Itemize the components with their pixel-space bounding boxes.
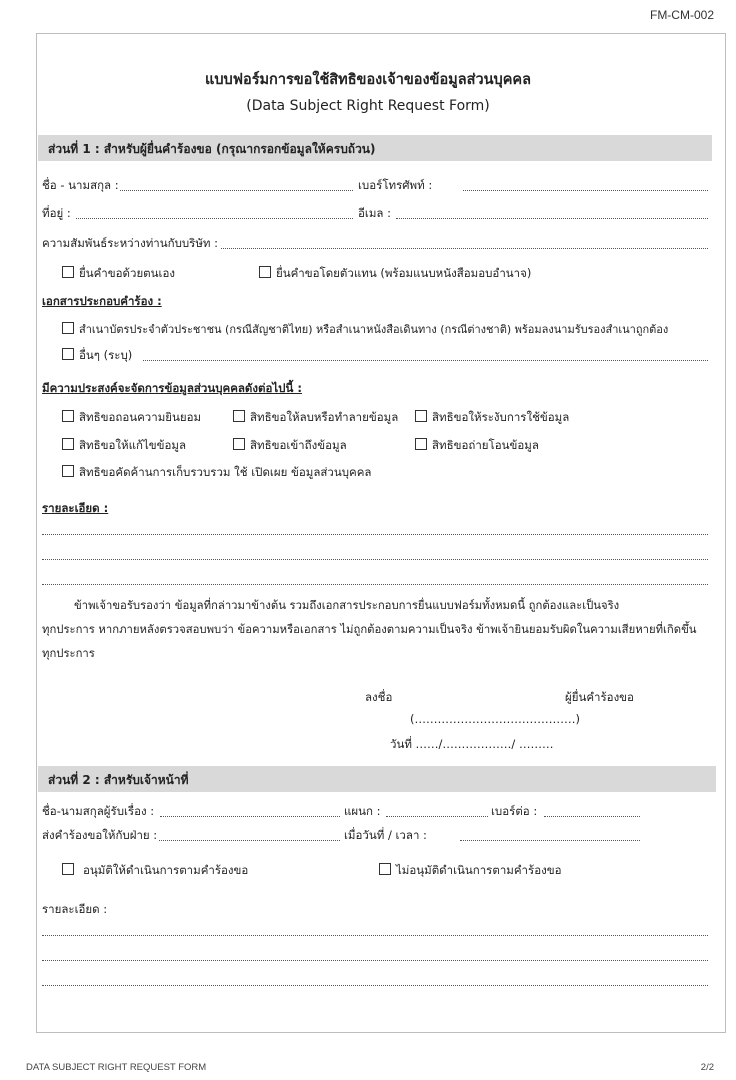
option-self-label: ยื่นคำขอด้วยตนเอง	[79, 266, 175, 280]
doc-other-field[interactable]	[143, 360, 708, 361]
checkbox-self[interactable]	[62, 266, 74, 278]
section1-header	[38, 135, 712, 161]
doc-other-label: อื่นๆ (ระบุ)	[79, 348, 133, 362]
staff-details-label: รายละเอียด :	[42, 902, 108, 916]
checkbox-doc-other[interactable]	[62, 348, 74, 360]
right-restrict[interactable]	[415, 409, 569, 427]
dept-label: แผนก :	[344, 804, 381, 818]
details-line-3[interactable]	[42, 584, 708, 585]
approve-label: อนุมัติให้ดำเนินการตามคำร้องขอ	[83, 863, 249, 877]
relation-label: ความสัมพันธ์ระหว่างท่านกับบริษัท :	[42, 236, 219, 250]
right-transfer[interactable]	[415, 437, 539, 455]
purpose-heading: มีความประสงค์จะจัดการข้อมูลส่วนบุคคลดังต่อไปนี้ :	[42, 381, 302, 395]
sign-label: ลงชื่อ	[365, 690, 393, 704]
checkbox-object[interactable]	[62, 465, 74, 477]
details-line-2[interactable]	[42, 559, 708, 560]
doc-other-option[interactable]	[62, 347, 132, 365]
right-correct[interactable]	[62, 437, 186, 455]
section1-title: ส่วนที่ 1 : สำหรับผู้ยื่นคำร้องขอ (กรุณากรอกข้อมูลให้ครบถ้วน)	[48, 142, 376, 156]
checkbox-reject[interactable]	[379, 863, 391, 875]
checkbox-transfer[interactable]	[415, 438, 427, 450]
checkbox-delete[interactable]	[233, 410, 245, 422]
details-heading: รายละเอียด :	[42, 501, 109, 515]
right-restrict-label: สิทธิขอให้ระงับการใช้ข้อมูล	[432, 410, 570, 424]
right-object-label: สิทธิขอคัดค้านการเก็บรวบรวม ใช้ เปิดเผย ข้อมูลส่วนบุคคล	[79, 465, 372, 479]
approve-option[interactable]	[62, 862, 248, 880]
relation-field[interactable]	[221, 248, 708, 249]
right-access-label: สิทธิขอเข้าถึงข้อมูล	[250, 438, 347, 452]
doc-id-option[interactable]	[62, 320, 668, 338]
staff-details-line-2[interactable]	[42, 960, 708, 961]
reject-option[interactable]	[379, 862, 561, 880]
ext-field[interactable]	[544, 816, 640, 817]
declaration-line-2: ทุกประการ หากภายหลังตรวจสอบพบว่า ข้อความหรือเอกสาร ไม่ถูกต้องตามความเป็นจริง ข้าพเจ้ายินยอมรับผิดในความเสียหายที่เกิดขึ้น	[42, 623, 697, 636]
receiver-field[interactable]	[160, 816, 340, 817]
right-delete-label: สิทธิขอให้ลบหรือทำลายข้อมูล	[250, 410, 399, 424]
dept-field[interactable]	[386, 816, 488, 817]
footer-form-name: DATA SUBJECT RIGHT REQUEST FORM	[26, 1062, 207, 1073]
ext-label: เบอร์ต่อ :	[491, 804, 538, 818]
checkbox-correct[interactable]	[62, 438, 74, 450]
option-self[interactable]	[62, 265, 175, 283]
address-field[interactable]	[76, 218, 353, 219]
right-access[interactable]	[233, 437, 347, 455]
form-subtitle: (Data Subject Right Request Form)	[246, 98, 490, 114]
name-field[interactable]	[120, 190, 353, 191]
details-line-1[interactable]	[42, 534, 708, 535]
document-code: FM-CM-002	[649, 8, 714, 22]
doc-id-label: สำเนาบัตรประจำตัวประชาชน (กรณีสัญชาติไทย) หรือสำเนาหนังสือเดินทาง (กรณีต่างชาติ) พร้อมลงนามรับรองสำเนาถูกต้อง	[79, 323, 669, 336]
right-transfer-label: สิทธิขอถ่ายโอนข้อมูล	[432, 438, 539, 452]
section2-title: ส่วนที่ 2 : สำหรับเจ้าหน้าที่	[48, 773, 189, 787]
right-withdraw[interactable]	[62, 409, 201, 427]
declaration-line-1: ข้าพเจ้าขอรับรองว่า ข้อมูลที่กล่าวมาข้างต้น รวมถึงเอกสารประกอบการยื่นแบบฟอร์มทั้งหมดนี้ ถูกต้องและเป็นจริง	[74, 599, 620, 612]
checkbox-restrict[interactable]	[415, 410, 427, 422]
option-proxy-label: ยื่นคำขอโดยตัวแทน (พร้อมแนบหนังสือมอบอำนาจ)	[276, 266, 532, 280]
footer-page-number: 2/2	[700, 1062, 714, 1073]
forward-field[interactable]	[159, 840, 340, 841]
phone-label: เบอร์โทรศัพท์ :	[358, 178, 433, 192]
requester-label: ผู้ยื่นคำร้องขอ	[565, 690, 634, 704]
checkbox-doc-id[interactable]	[62, 322, 74, 334]
reject-label: ไม่อนุมัติดำเนินการตามคำร้องขอ	[396, 863, 562, 877]
form-title: แบบฟอร์มการขอใช้สิทธิของเจ้าของข้อมูลส่วนบุคคล	[204, 72, 532, 88]
documents-heading: เอกสารประกอบคำร้อง :	[42, 294, 162, 308]
email-field[interactable]	[396, 218, 708, 219]
checkbox-withdraw[interactable]	[62, 410, 74, 422]
name-label: ชื่อ - นามสกุล :	[42, 178, 119, 192]
checkbox-proxy[interactable]	[259, 266, 271, 278]
forward-label: ส่งคำร้องขอให้กับฝ่าย :	[42, 828, 158, 842]
staff-details-line-3[interactable]	[42, 985, 708, 986]
address-label: ที่อยู่ :	[42, 206, 71, 220]
email-label: อีเมล :	[358, 206, 391, 220]
right-object[interactable]	[62, 464, 371, 482]
declaration-line-3: ทุกประการ	[42, 647, 95, 660]
staff-details-line-1[interactable]	[42, 935, 708, 936]
requester-name-field[interactable]: (……………………………………)	[410, 712, 580, 726]
datetime-label: เมื่อวันที่ / เวลา :	[344, 828, 427, 842]
datetime-field[interactable]	[460, 840, 640, 841]
right-withdraw-label: สิทธิขอถอนความยินยอม	[79, 410, 202, 424]
right-correct-label: สิทธิขอให้แก้ไขข้อมูล	[79, 438, 186, 452]
receiver-label: ชื่อ-นามสกุลผู้รับเรื่อง :	[42, 804, 155, 818]
option-proxy[interactable]	[259, 265, 531, 283]
checkbox-approve[interactable]	[62, 863, 74, 875]
sign-date-field[interactable]: วันที่ ……/………………/ ………	[390, 737, 554, 751]
checkbox-access[interactable]	[233, 438, 245, 450]
phone-field[interactable]	[463, 190, 708, 191]
section2-header	[38, 766, 716, 792]
right-delete[interactable]	[233, 409, 398, 427]
